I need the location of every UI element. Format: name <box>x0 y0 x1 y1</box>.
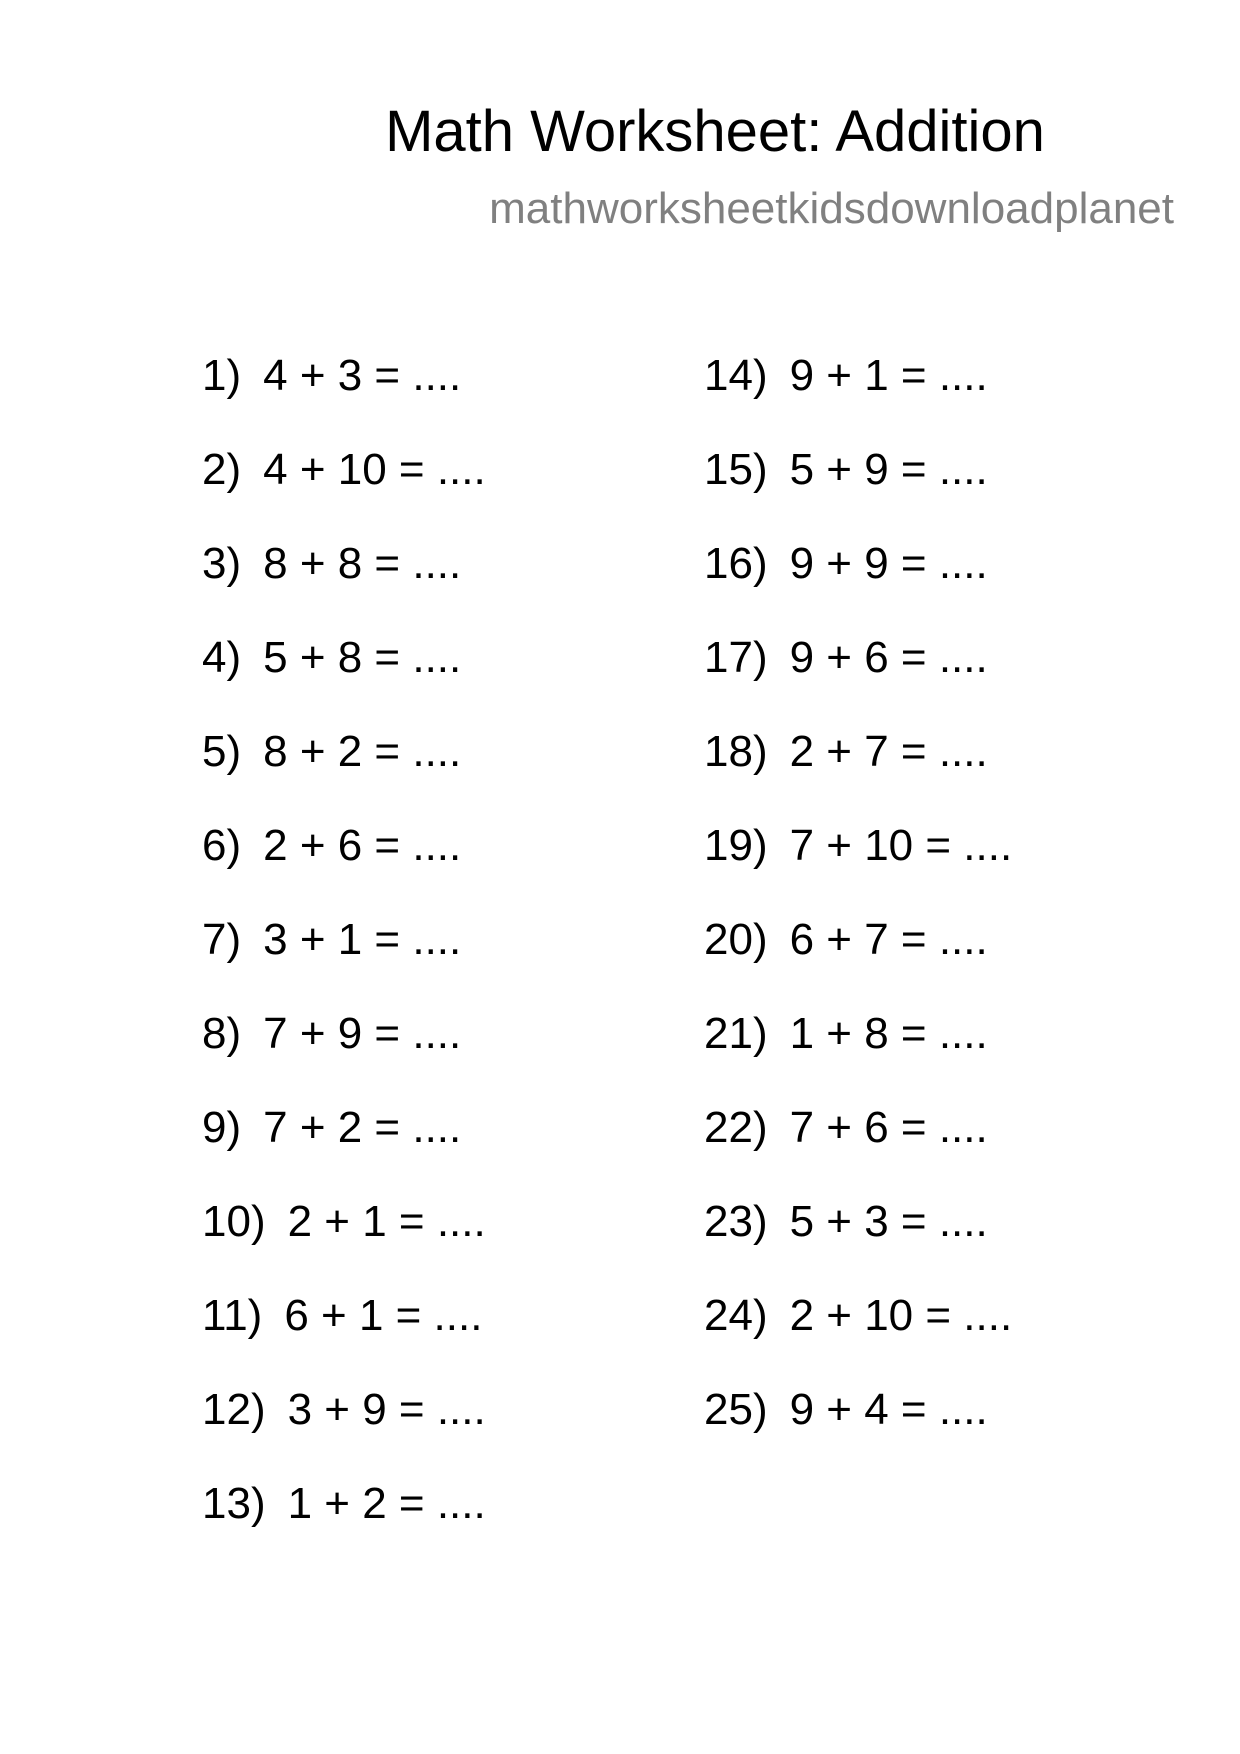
problem-item <box>704 1192 988 1252</box>
problem-number: 2) <box>202 445 242 494</box>
problem-item <box>704 534 988 594</box>
problem-expression: 1 + 2 = .... <box>287 1479 486 1528</box>
problem-item <box>202 1004 461 1064</box>
problem-number: 12) <box>202 1385 266 1434</box>
problem-item <box>704 1286 1012 1346</box>
problem-item <box>202 534 461 594</box>
problem-item <box>704 440 988 500</box>
problem-number: 15) <box>704 445 768 494</box>
problem-number: 20) <box>704 915 768 964</box>
problem-number: 25) <box>704 1385 768 1434</box>
problem-number: 23) <box>704 1197 768 1246</box>
problem-number: 7) <box>202 915 242 964</box>
problem-number: 14) <box>704 351 768 400</box>
problem-expression: 2 + 7 = .... <box>789 727 988 776</box>
problem-number: 9) <box>202 1103 242 1152</box>
problem-expression: 4 + 3 = .... <box>263 351 462 400</box>
problem-number: 10) <box>202 1197 266 1246</box>
problem-expression: 7 + 9 = .... <box>263 1009 462 1058</box>
problem-expression: 9 + 1 = .... <box>789 351 988 400</box>
problem-item <box>202 346 461 406</box>
problem-expression: 9 + 4 = .... <box>789 1385 988 1434</box>
problem-expression: 2 + 6 = .... <box>263 821 462 870</box>
problem-expression: 4 + 10 = .... <box>263 445 486 494</box>
worksheet-title: Math Worksheet: Addition <box>385 99 1045 164</box>
problem-item <box>704 816 1012 876</box>
problem-number: 21) <box>704 1009 768 1058</box>
problem-expression: 3 + 9 = .... <box>287 1385 486 1434</box>
problem-item <box>704 910 988 970</box>
problem-expression: 1 + 8 = .... <box>789 1009 988 1058</box>
problem-item <box>202 1286 482 1346</box>
problem-expression: 2 + 10 = .... <box>789 1291 1013 1340</box>
problem-item <box>202 628 461 688</box>
problem-expression: 9 + 9 = .... <box>789 539 988 588</box>
problem-number: 13) <box>202 1479 266 1528</box>
problem-number: 22) <box>704 1103 768 1152</box>
problem-item <box>202 1192 486 1252</box>
problem-number: 4) <box>202 633 242 682</box>
problem-expression: 5 + 8 = .... <box>263 633 462 682</box>
problem-number: 18) <box>704 727 768 776</box>
problem-item <box>202 1098 461 1158</box>
problem-number: 8) <box>202 1009 242 1058</box>
problem-expression: 6 + 7 = .... <box>789 915 988 964</box>
problem-expression: 7 + 10 = .... <box>789 821 1013 870</box>
problem-expression: 9 + 6 = .... <box>789 633 988 682</box>
problem-number: 17) <box>704 633 768 682</box>
problem-expression: 8 + 2 = .... <box>263 727 462 776</box>
problem-number: 19) <box>704 821 768 870</box>
problem-expression: 7 + 2 = .... <box>263 1103 462 1152</box>
problem-item <box>704 722 988 782</box>
problem-expression: 5 + 9 = .... <box>789 445 988 494</box>
problem-number: 1) <box>202 351 242 400</box>
problem-item <box>202 816 461 876</box>
problem-item <box>704 628 988 688</box>
problem-item <box>704 1004 988 1064</box>
problem-expression: 3 + 1 = .... <box>263 915 462 964</box>
problem-item <box>704 346 988 406</box>
problem-item <box>704 1380 988 1440</box>
worksheet-source: mathworksheetkidsdownloadplanet <box>489 184 1174 233</box>
problem-item <box>202 910 461 970</box>
problem-item <box>202 1380 486 1440</box>
problem-item <box>704 1098 988 1158</box>
problem-item <box>202 440 486 500</box>
problem-expression: 8 + 8 = .... <box>263 539 462 588</box>
problem-number: 3) <box>202 539 242 588</box>
problem-expression: 6 + 1 = .... <box>284 1291 483 1340</box>
problem-number: 11) <box>202 1291 263 1340</box>
problem-number: 24) <box>704 1291 768 1340</box>
problem-expression: 7 + 6 = .... <box>789 1103 988 1152</box>
problem-item <box>202 1474 486 1534</box>
problem-expression: 2 + 1 = .... <box>287 1197 486 1246</box>
problem-number: 5) <box>202 727 242 776</box>
problem-number: 16) <box>704 539 768 588</box>
problem-number: 6) <box>202 821 242 870</box>
problem-item <box>202 722 461 782</box>
problem-expression: 5 + 3 = .... <box>789 1197 988 1246</box>
